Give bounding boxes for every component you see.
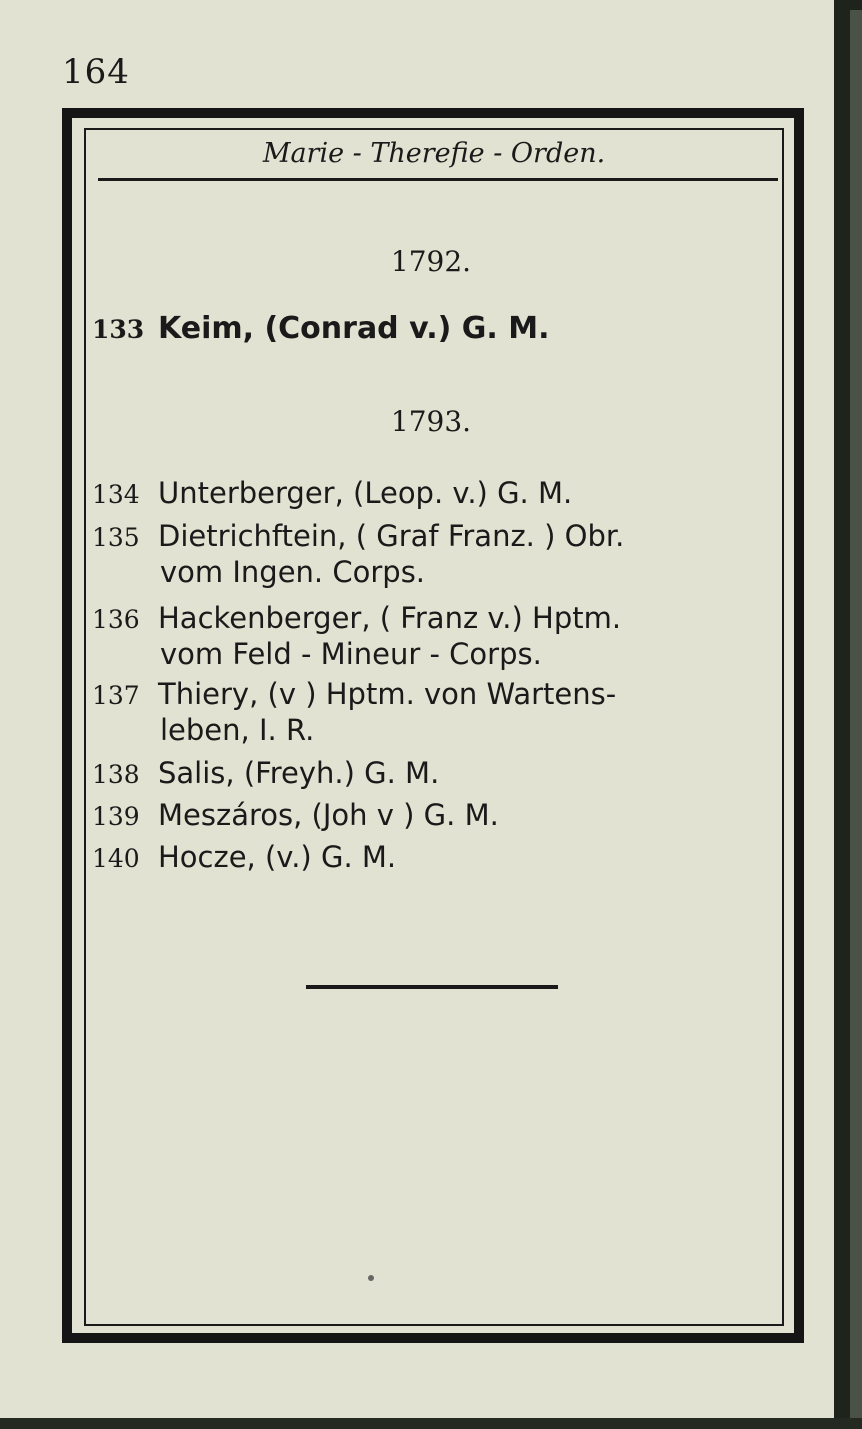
- entry-text: Dietrichftein, ( Graf Franz. ) Obr.: [158, 519, 625, 553]
- page-header: Marie - Therefie - Orden.: [262, 138, 606, 169]
- entry-text: Keim, (Conrad v.) G. M.: [158, 311, 550, 346]
- list-item: [92, 840, 792, 876]
- entry-number: 134: [92, 480, 140, 509]
- year-heading: 1793.: [390, 405, 472, 438]
- year-heading: 1792.: [390, 245, 472, 278]
- entry-text: Meszáros, (Joh v ) G. M.: [158, 798, 499, 832]
- list-item: [92, 519, 792, 589]
- entry-number: 140: [92, 844, 140, 873]
- list-item: [92, 677, 792, 747]
- list-item: [92, 756, 792, 792]
- entry-number: 139: [92, 802, 140, 831]
- entry-text: Hocze, (v.) G. M.: [158, 840, 397, 874]
- entry-text: Unterberger, (Leop. v.) G. M.: [158, 476, 573, 510]
- entry-continuation: vom Feld - Mineur - Corps.: [160, 637, 542, 671]
- entry-number: 135: [92, 523, 140, 552]
- adjacent-page-sliver: [850, 10, 862, 1429]
- entry-text: Hackenberger, ( Franz v.) Hptm.: [158, 601, 622, 635]
- list-item: [92, 798, 792, 834]
- list-item: [92, 601, 792, 671]
- list-item: [92, 476, 792, 512]
- page-edge-right: [834, 0, 862, 1429]
- page-number: 164: [62, 52, 130, 92]
- entry-text: Thiery, (v ) Hptm. von Wartens-: [158, 677, 617, 711]
- closing-rule: [306, 985, 558, 989]
- header-rule: [98, 178, 778, 181]
- entry-number: 136: [92, 605, 140, 634]
- entry-number: 133: [92, 315, 145, 344]
- entry-continuation: vom Ingen. Corps.: [160, 555, 426, 589]
- paper-speck: [368, 1275, 374, 1281]
- entry-number: 137: [92, 681, 140, 710]
- list-item: [92, 312, 792, 347]
- page-edge-bottom: [0, 1418, 862, 1429]
- entry-continuation: leben, I. R.: [160, 713, 315, 747]
- entry-text: Salis, (Freyh.) G. M.: [158, 756, 440, 790]
- entry-number: 138: [92, 760, 140, 789]
